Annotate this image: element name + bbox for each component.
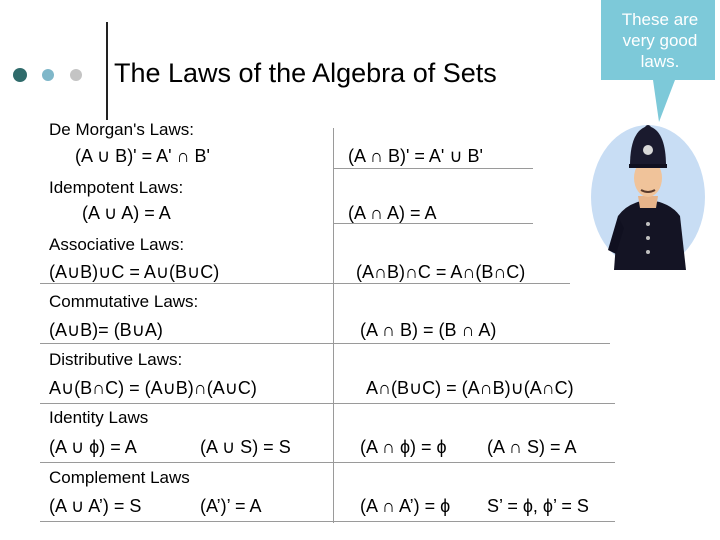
distributive-right: A∩(B∪C) = (A∩B)∪(A∩C) (366, 378, 574, 398)
complement-left-1: (A ∪ A’) = S (49, 496, 142, 516)
identity-right-2: (A ∩ S) = A (487, 437, 577, 457)
rule-identity (40, 462, 615, 463)
rule-commut (40, 343, 610, 344)
complement-right-2: S’ = ϕ, ϕ’ = S (487, 496, 589, 516)
identity-heading: Identity Laws (49, 408, 149, 427)
commutative-heading: Commutative Laws: (49, 292, 199, 311)
commutative-left: (A∪B)= (B∪A) (49, 320, 163, 340)
demorgan-left: (A ∪ B)' = A' ∩ B' (75, 146, 210, 166)
rule-assoc (40, 283, 570, 284)
bullet-dot-mid (42, 69, 54, 81)
distributive-left: A∪(B∩C) = (A∪B)∩(A∪C) (49, 378, 257, 398)
complement-right-1: (A ∩ A’) = ϕ (360, 496, 451, 516)
commutative-right: (A ∩ B) = (B ∩ A) (360, 320, 497, 340)
rule-demorgan (333, 168, 533, 169)
column-divider (333, 128, 334, 523)
identity-right-1: (A ∩ ϕ) = ϕ (360, 437, 447, 457)
associative-right: (A∩B)∩C = A∩(B∩C) (356, 262, 526, 282)
identity-left-2: (A ∪ S) = S (200, 437, 291, 457)
demorgan-right: (A ∩ B)' = A' ∪ B' (348, 146, 483, 166)
idempotent-heading: Idempotent Laws: (49, 178, 184, 197)
rule-distrib (40, 403, 615, 404)
speech-bubble-text: These are very good laws. (621, 10, 699, 71)
distributive-heading: Distributive Laws: (49, 350, 183, 369)
demorgan-heading: De Morgan's Laws: (49, 120, 194, 139)
associative-heading: Associative Laws: (49, 235, 185, 254)
identity-left-1: (A ∪ ϕ) = A (49, 437, 137, 457)
bullet-dot-light (70, 69, 82, 81)
complement-left-2: (A’)’ = A (200, 496, 262, 516)
rule-complement (40, 521, 615, 522)
title-vertical-rule (106, 22, 108, 120)
complement-heading: Complement Laws (49, 468, 190, 487)
associative-left: (A∪B)∪C = A∪(B∪C) (49, 262, 220, 282)
bullet-dot-dark (13, 68, 27, 82)
page-title: The Laws of the Algebra of Sets (114, 58, 497, 88)
idempotent-left: (A ∪ A) = A (82, 203, 171, 223)
idempotent-right: (A ∩ A) = A (348, 203, 437, 223)
police-officer-icon (578, 120, 720, 270)
